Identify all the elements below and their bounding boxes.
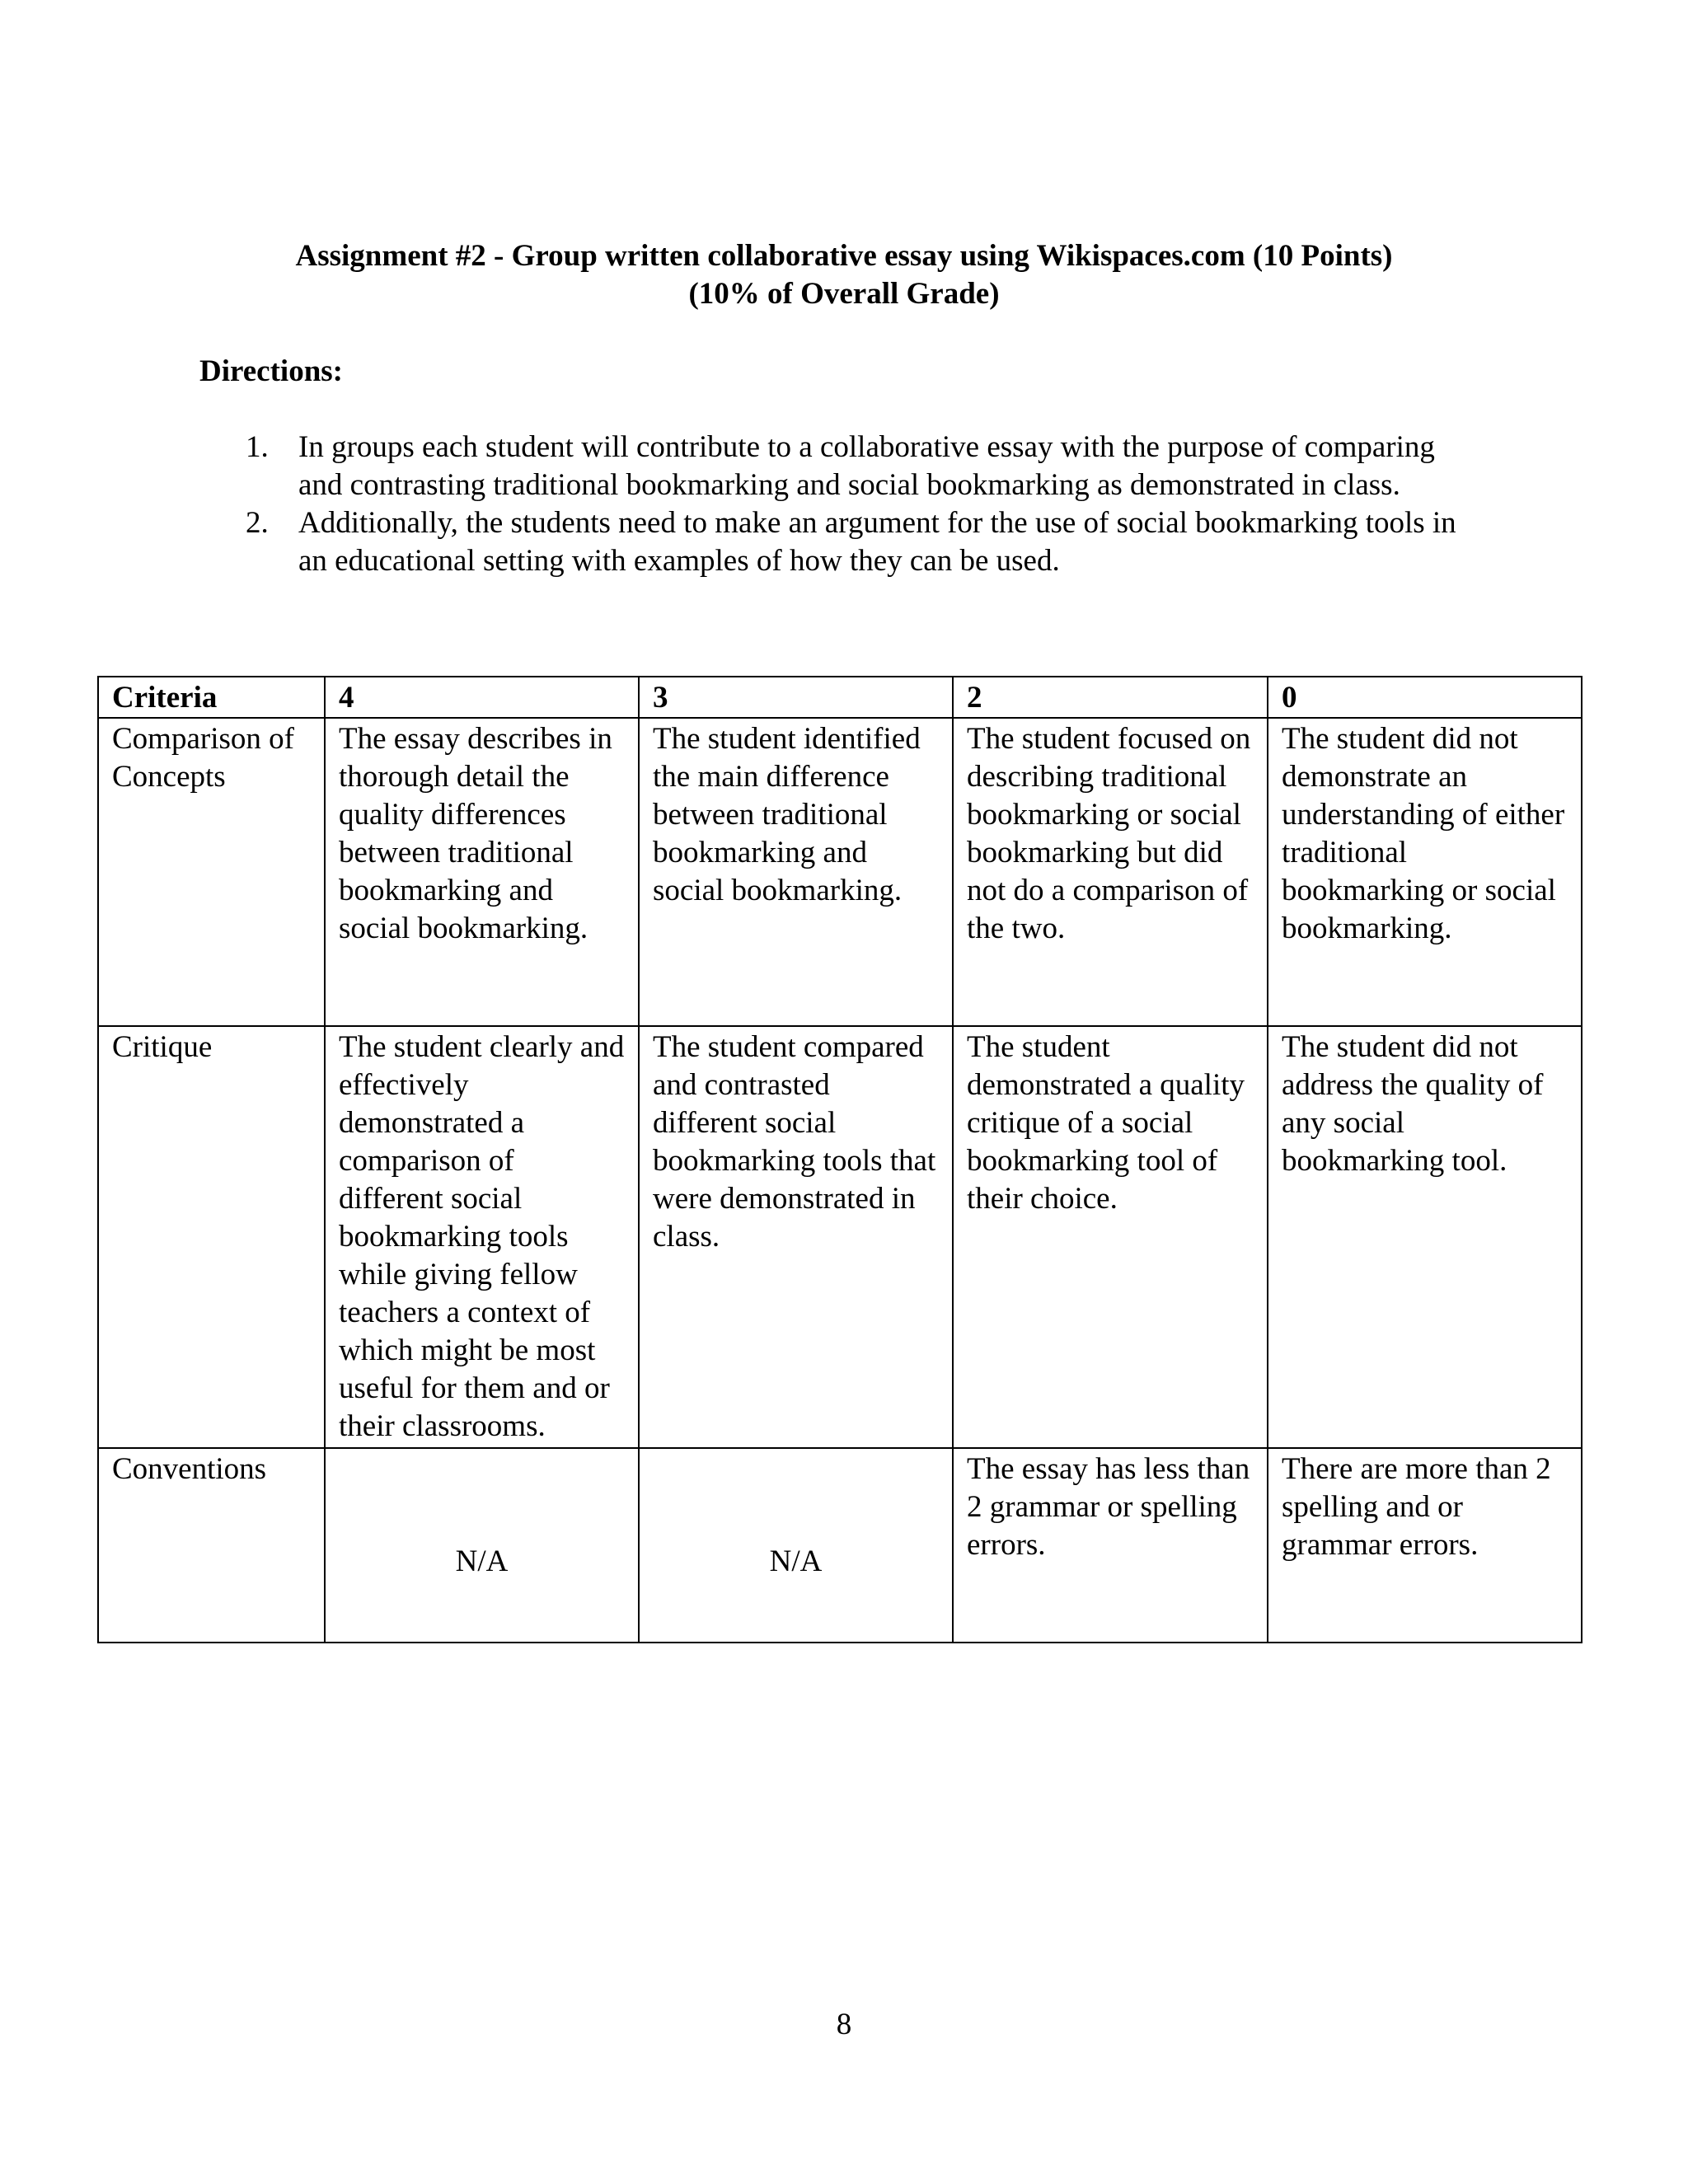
score-cell: The student clearly and effectively demonstrated a comparison of different social bookmarking tools while giving fellow teachers a context of which might be most useful for them and or their classrooms. <box>325 1026 639 1448</box>
rubric-table <box>97 676 1582 1643</box>
directions-heading: Directions: <box>199 354 343 388</box>
page-title <box>0 237 1688 313</box>
direction-item <box>246 504 1482 580</box>
header-score-2: 2 <box>953 677 1268 718</box>
title-line-1: Assignment #2 - Group written collaborative essay using Wikispaces.com (10 Points) <box>295 239 1393 273</box>
criteria-cell: Conventions <box>98 1448 325 1643</box>
header-score-3: 3 <box>639 677 953 718</box>
score-cell: N/A <box>325 1448 639 1643</box>
table-row <box>98 1448 1582 1643</box>
direction-text: In groups each student will contribute to a collaborative essay with the purpose of comparing and contrasting traditional bookmarking and social bookmarking as demonstrated in class. <box>298 430 1435 502</box>
score-cell: There are more than 2 spelling and or grammar errors. <box>1268 1448 1582 1643</box>
rubric-header-row <box>98 677 1582 718</box>
header-criteria: Criteria <box>98 677 325 718</box>
criteria-cell: Critique <box>98 1026 325 1448</box>
score-cell: The student did not address the quality of any social bookmarking tool. <box>1268 1026 1582 1448</box>
direction-text: Additionally, the students need to make an argument for the use of social bookmarking tools in an educational setting with examples of how they can be used. <box>298 506 1456 578</box>
direction-number: 1. <box>246 430 269 464</box>
directions-list <box>246 429 1482 580</box>
header-score-0: 0 <box>1268 677 1582 718</box>
title-line-2: (10% of Overall Grade) <box>688 277 1000 311</box>
header-score-4: 4 <box>325 677 639 718</box>
score-cell: The essay describes in thorough detail the quality differences between traditional bookmarking and social bookmarking. <box>325 718 639 1026</box>
direction-item <box>246 429 1482 504</box>
direction-number: 2. <box>246 506 269 540</box>
page-number: 8 <box>836 2008 852 2041</box>
table-row <box>98 1026 1582 1448</box>
score-cell: N/A <box>639 1448 953 1643</box>
criteria-cell: Comparison of Concepts <box>98 718 325 1026</box>
score-cell: The student did not demonstrate an understanding of either traditional bookmarking or social bookmarking. <box>1268 718 1582 1026</box>
score-cell: The student compared and contrasted different social bookmarking tools that were demonstrated in class. <box>639 1026 953 1448</box>
table-row <box>98 718 1582 1026</box>
score-cell: The student demonstrated a quality critique of a social bookmarking tool of their choice. <box>953 1026 1268 1448</box>
score-cell: The student focused on describing traditional bookmarking or social bookmarking but did not do a comparison of the two. <box>953 718 1268 1026</box>
score-cell: The student identified the main difference between traditional bookmarking and social bookmarking. <box>639 718 953 1026</box>
score-cell: The essay has less than 2 grammar or spelling errors. <box>953 1448 1268 1643</box>
